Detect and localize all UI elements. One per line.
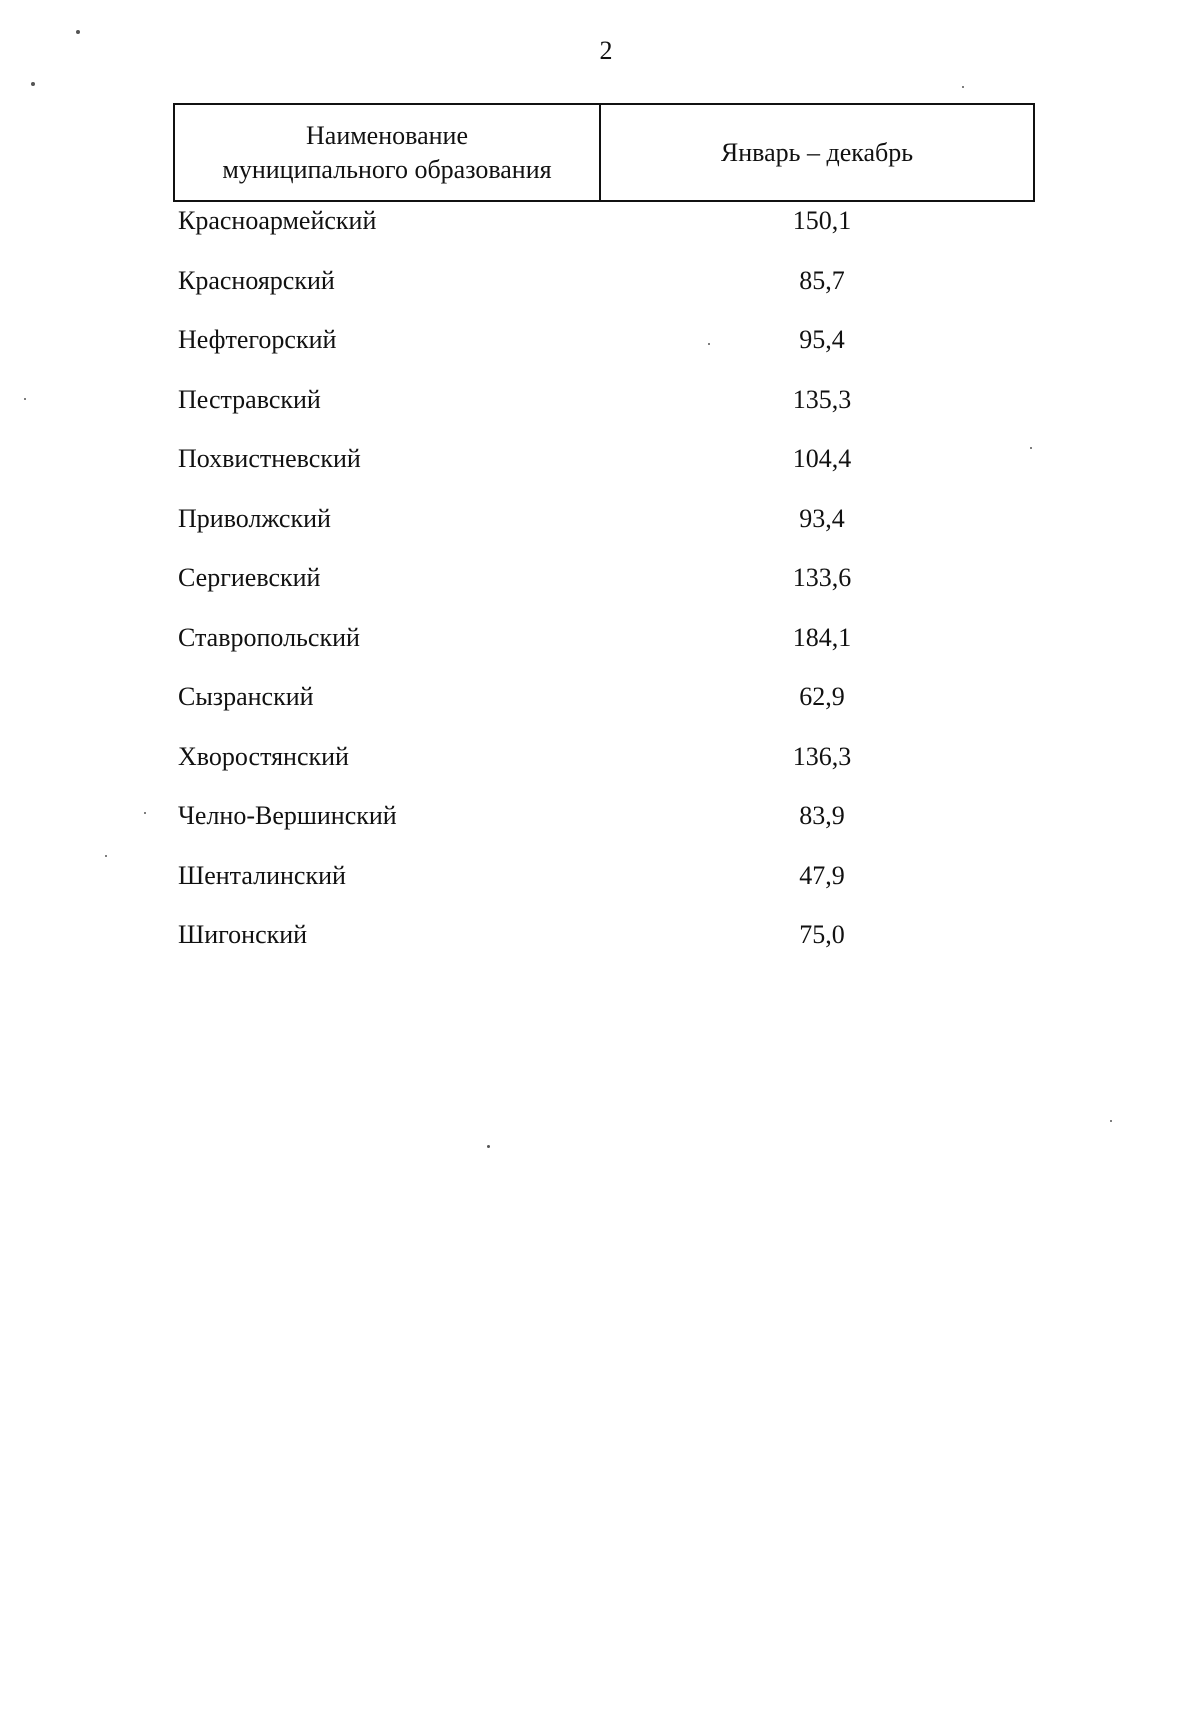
scan-speck	[1030, 447, 1032, 449]
municipality-name: Шигонский	[178, 920, 308, 949]
table-row	[0, 381, 1200, 441]
period-value: 83,9	[799, 801, 845, 830]
municipality-name: Сергиевский	[178, 563, 321, 592]
header-name-line-2: муниципального образования	[222, 154, 552, 184]
table-row	[0, 857, 1200, 917]
scan-speck	[1110, 1120, 1112, 1122]
header-period: Январь – декабрь	[720, 137, 914, 167]
table-row	[0, 738, 1200, 798]
scan-speck	[24, 398, 26, 400]
period-value: 47,9	[799, 860, 845, 890]
table-row	[0, 321, 1200, 381]
scan-speck	[487, 1145, 490, 1148]
table-row	[0, 916, 1200, 976]
municipality-name: Похвистневский	[178, 444, 361, 473]
period-value: 133,6	[792, 563, 852, 592]
table-header	[173, 103, 1035, 202]
table-body	[0, 202, 1200, 976]
scan-speck	[708, 343, 710, 345]
header-name-line-1: Наименование	[306, 120, 468, 150]
municipality-name: Красноармейский	[178, 206, 377, 235]
table-row	[0, 797, 1200, 857]
municipality-name: Челно-Вершинский	[178, 801, 397, 830]
scan-speck	[105, 855, 107, 857]
table-row	[0, 500, 1200, 560]
scan-speck	[76, 30, 80, 34]
period-value: 75,0	[799, 920, 845, 949]
scan-speck	[31, 82, 35, 86]
table-row	[0, 262, 1200, 322]
table-row	[0, 440, 1200, 500]
period-value: 95,4	[799, 325, 845, 354]
municipality-name: Приволжский	[178, 503, 331, 533]
period-value: 136,3	[792, 741, 852, 771]
table-row	[0, 619, 1200, 679]
header-municipality-name	[175, 105, 601, 200]
period-value: 150,1	[792, 206, 852, 235]
period-value: 104,4	[792, 444, 852, 473]
period-value: 85,7	[799, 265, 845, 295]
municipality-name: Хворостянский	[178, 741, 349, 771]
table-row	[0, 202, 1200, 262]
municipality-name: Шенталинский	[178, 860, 346, 890]
period-value: 184,1	[792, 622, 852, 652]
table-row	[0, 678, 1200, 738]
period-value: 93,4	[799, 503, 845, 533]
municipality-name: Ставропольский	[178, 622, 360, 652]
municipality-name: Красноярский	[178, 265, 335, 295]
municipality-name: Пестравский	[178, 384, 321, 414]
municipality-name: Нефтегорский	[178, 325, 337, 354]
page-number: 2	[599, 36, 613, 65]
period-value: 62,9	[799, 682, 845, 711]
scan-speck	[144, 812, 146, 814]
table-row	[0, 559, 1200, 619]
municipality-name: Сызранский	[178, 682, 314, 711]
scan-speck	[962, 86, 964, 88]
period-value: 135,3	[792, 384, 852, 414]
